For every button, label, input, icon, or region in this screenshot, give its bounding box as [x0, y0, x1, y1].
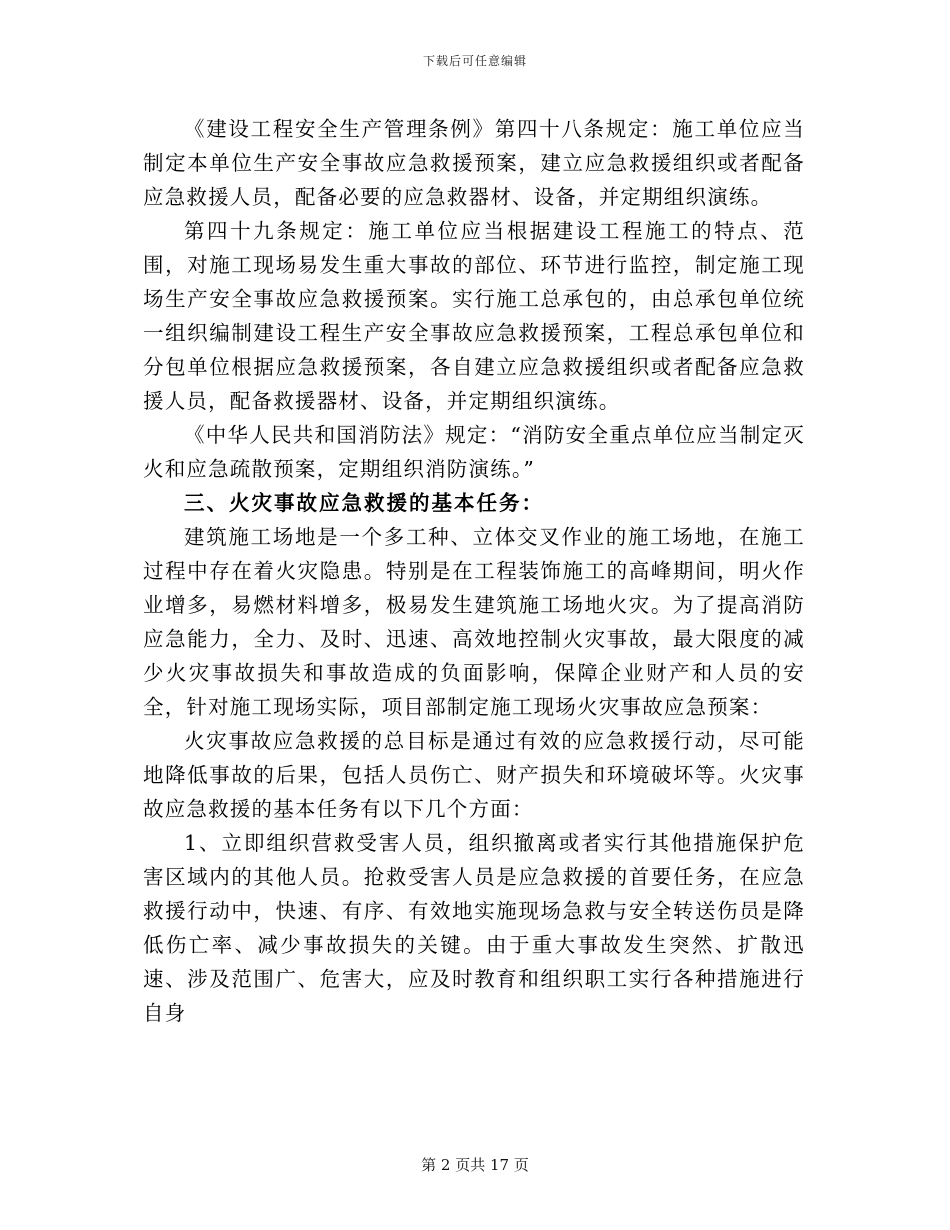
paragraph-overall-goal: 火灾事故应急救援的总目标是通过有效的应急救援行动，尽可能地降低事故的后果，包括人员伤亡、财产损失和环境破坏等。火灾事故应急救援的基本任务有以下几个方面： — [143, 729, 805, 821]
document-body — [143, 112, 805, 1030]
paragraph-task-1: 1、立即组织营救受害人员，组织撤离或者实行其他措施保护危害区域内的其他人员。抢救受害人员是应急救援的首要任务，在应急救援行动中，快速、有序、有效地实施现场急救与安全转送伤员是降低伤亡率、减少事故损失的关键。由于重大事故发生突然、扩散迅速、涉及范围广、危害大，应及时教育和组织职工实行各种措施进行自身 — [143, 831, 805, 1025]
paragraph-fire-law: 《中华人民共和国消防法》规定：“消防安全重点单位应当制定灭火和应急疏散预案，定期组织消防演练。” — [143, 423, 805, 481]
page-header: 下载后可任意编辑 — [422, 54, 527, 68]
paragraph-site-description: 建筑施工场地是一个多工种、立体交叉作业的施工场地，在施工过程中存在着火灾隐患。特别是在工程装饰施工的高峰期间，明火作业增多，易燃材料增多，极易发生建筑施工场地火灾。为了提高消防应急能力，全力、及时、迅速、高效地控制火灾事故，最大限度的减少火灾事故损失和事故造成的负面影响，保障企业财产和人员的安全，针对施工现场实际，项目部制定施工现场火灾事故应急预案： — [143, 525, 805, 719]
page-footer: 第 2 页共 17 页 — [421, 1156, 529, 1174]
paragraph-regulation-48: 《建设工程安全生产管理条例》第四十八条规定：施工单位应当制定本单位生产安全事故应急救援预案，建立应急救援组织或者配备应急救援人员，配备必要的应急救器材、设备，并定期组织演练。 — [143, 117, 805, 209]
section-heading-3: 三、火灾事故应急救援的基本任务： — [184, 491, 544, 515]
paragraph-regulation-49: 第四十九条规定：施工单位应当根据建设工程施工的特点、范围，对施工现场易发生重大事故的部位、环节进行监控，制定施工现场生产安全事故应急救援预案。实行施工总承包的，由总承包单位统一组织编制建设工程生产安全事故应急救援预案，工程总承包单位和分包单位根据应急救援预案，各自建立应急救援组织或者配备应急救援人员，配备救援器材、设备，并定期组织演练。 — [143, 219, 805, 413]
